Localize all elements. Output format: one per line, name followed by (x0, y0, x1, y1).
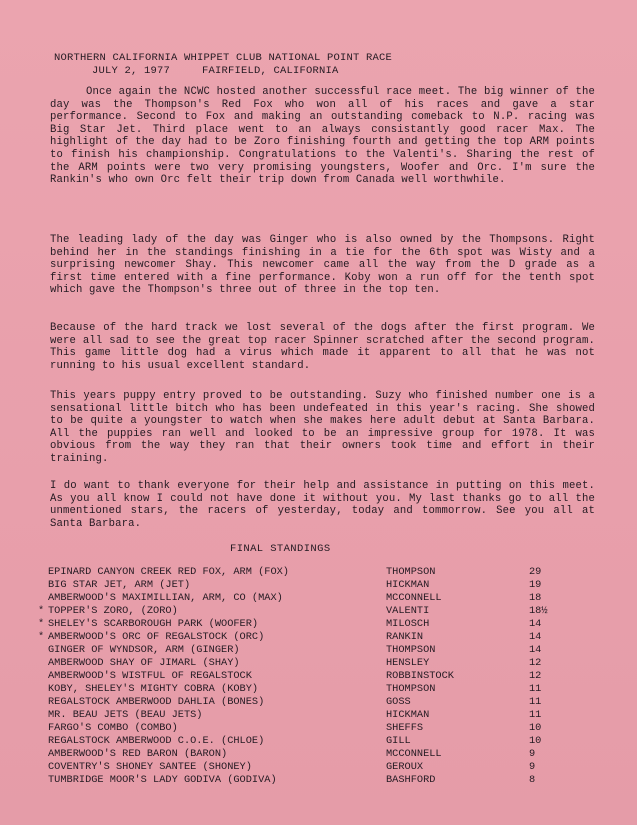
standings-dog-name: KOBY, SHELEY'S MIGHTY COBRA (KOBY) (48, 683, 259, 695)
paragraph-hard-track: Because of the hard track we lost several of the dogs after the first program. We were all sad to see the great top racer Spinner scratched after the second program. This game little dog had a virus which made it apparent to all that he was not running to his usual excellent standard. (50, 322, 595, 372)
standings-owner: THOMPSON (386, 566, 436, 578)
standings-owner: VALENTI (386, 605, 430, 617)
paragraph-puppy-entry: This years puppy entry proved to be outstanding. Suzy who finished number one is a sensational little bitch who has been undefeated in this year's racing. She showed to be quite a youngster to watch when she makes here adult debut at Santa Barbara. All the puppies ran well and looked to be an impressive group for 1978. It was obvious from the way they ran that their owners took time and effort in their training. (50, 390, 595, 465)
standings-row (38, 618, 578, 631)
standings-mark: * (38, 605, 45, 617)
paragraph-leading-lady: The leading lady of the day was Ginger who is also owned by the Thompsons. Right behind her in the standings finishing in a tie for the 6th spot was Wisty and a surprising newcomer Shay. This newcomer came all the way from the D grade as a first time entered with a fine performance. Koby won a run off for the tenth spot which gave the Thompson's three out of three in the top ten. (50, 234, 595, 297)
standings-owner: HICKMAN (386, 579, 430, 591)
standings-points: 11 (529, 709, 542, 721)
standings-points: 18½ (529, 605, 548, 617)
standings-dog-name: REGALSTOCK AMBERWOOD DAHLIA (BONES) (48, 696, 265, 708)
standings-owner: HENSLEY (386, 657, 430, 669)
standings-dog-name: AMBERWOOD'S MAXIMILLIAN, ARM, CO (MAX) (48, 592, 283, 604)
standings-points: 19 (529, 579, 542, 591)
standings-row (38, 774, 578, 787)
standings-points: 14 (529, 631, 542, 643)
standings-owner: GOSS (386, 696, 411, 708)
standings-dog-name: TUMBRIDGE MOOR'S LADY GODIVA (GODIVA) (48, 774, 277, 786)
standings-row (38, 696, 578, 709)
event-date: JULY 2, 1977 (92, 65, 171, 77)
standings-owner: MCCONNELL (386, 592, 442, 604)
standings-dog-name: EPINARD CANYON CREEK RED FOX, ARM (FOX) (48, 566, 289, 578)
standings-points: 8 (529, 774, 536, 786)
document-header (54, 52, 454, 78)
standings-row (38, 566, 578, 579)
standings-row (38, 579, 578, 592)
standings-row (38, 592, 578, 605)
standings-row (38, 670, 578, 683)
standings-row (38, 709, 578, 722)
standings-dog-name: AMBERWOOD'S ORC OF REGALSTOCK (ORC) (48, 631, 265, 643)
event-location: FAIRFIELD, CALIFORNIA (202, 65, 339, 77)
standings-dog-name: AMBERWOOD'S RED BARON (BARON) (48, 748, 228, 760)
standings-owner: SHEFFS (386, 722, 424, 734)
standings-dog-name: REGALSTOCK AMBERWOOD C.O.E. (CHLOE) (48, 735, 265, 747)
standings-owner: MCCONNELL (386, 748, 442, 760)
standings-points: 9 (529, 748, 536, 760)
standings-points: 11 (529, 683, 542, 695)
standings-row (38, 605, 578, 618)
standings-points: 10 (529, 735, 542, 747)
standings-points: 18 (529, 592, 542, 604)
standings-dog-name: AMBERWOOD'S WISTFUL OF REGALSTOCK (48, 670, 252, 682)
standings-mark: * (38, 631, 45, 643)
standings-dog-name: GINGER OF WYNDSOR, ARM (GINGER) (48, 644, 240, 656)
standings-owner: THOMPSON (386, 683, 436, 695)
event-date-location (54, 65, 454, 78)
standings-points: 11 (529, 696, 542, 708)
standings-owner: GILL (386, 735, 411, 747)
standings-dog-name: MR. BEAU JETS (BEAU JETS) (48, 709, 203, 721)
standings-dog-name: BIG STAR JET, ARM (JET) (48, 579, 191, 591)
standings-dog-name: COVENTRY'S SHONEY SANTEE (SHONEY) (48, 761, 252, 773)
standings-row (38, 748, 578, 761)
standings-dog-name: SHELEY'S SCARBOROUGH PARK (WOOFER) (48, 618, 259, 630)
standings-mark: * (38, 618, 45, 630)
standings-owner: RANKIN (386, 631, 424, 643)
standings-points: 14 (529, 618, 542, 630)
standings-points: 12 (529, 657, 542, 669)
standings-points: 14 (529, 644, 542, 656)
standings-owner: ROBBINSTOCK (386, 670, 454, 682)
paragraph-race-summary: Once again the NCWC hosted another successful race meet. The big winner of the day was the Thompson's Red Fox who won all of his races and gave a star performance. Second to Fox and making an outstanding comeback to N.P. racing was Big Star Jet. Third place went to an always consistantly good racer Max. The highlight of the day had to be Zoro finishing fourth and getting the top ARM points to finish his championship. Congratulations to the Valenti's. Sharing the rest of the ARM points were two very promising youngsters, Woofer and Orc. I'm sure the Rankin's who own Orc felt their trip down from Canada well worthwhile. (50, 86, 595, 187)
standings-owner: GEROUX (386, 761, 424, 773)
standings-row (38, 657, 578, 670)
standings-dog-name: AMBERWOOD SHAY OF JIMARL (SHAY) (48, 657, 240, 669)
standings-dog-name: FARGO'S COMBO (COMBO) (48, 722, 178, 734)
paragraph-thanks: I do want to thank everyone for their help and assistance in putting on this meet. As you all know I could not have done it without you. My last thanks go to all the unmentioned stars, the racers of yesterday, today and tommorrow. See you all at Santa Barbara. (50, 480, 595, 530)
final-standings-title: FINAL STANDINGS (230, 543, 331, 555)
standings-dog-name: TOPPER'S ZORO, (ZORO) (48, 605, 178, 617)
final-standings-table (38, 566, 578, 787)
standings-row (38, 722, 578, 735)
standings-points: 10 (529, 722, 542, 734)
standings-points: 9 (529, 761, 536, 773)
standings-row (38, 735, 578, 748)
standings-owner: BASHFORD (386, 774, 436, 786)
standings-owner: HICKMAN (386, 709, 430, 721)
standings-points: 29 (529, 566, 542, 578)
standings-row (38, 644, 578, 657)
standings-row (38, 683, 578, 696)
standings-owner: THOMPSON (386, 644, 436, 656)
standings-owner: MILOSCH (386, 618, 430, 630)
event-title: NORTHERN CALIFORNIA WHIPPET CLUB NATIONAL POINT RACE (54, 52, 393, 64)
standings-points: 12 (529, 670, 542, 682)
standings-row (38, 631, 578, 644)
standings-row (38, 761, 578, 774)
